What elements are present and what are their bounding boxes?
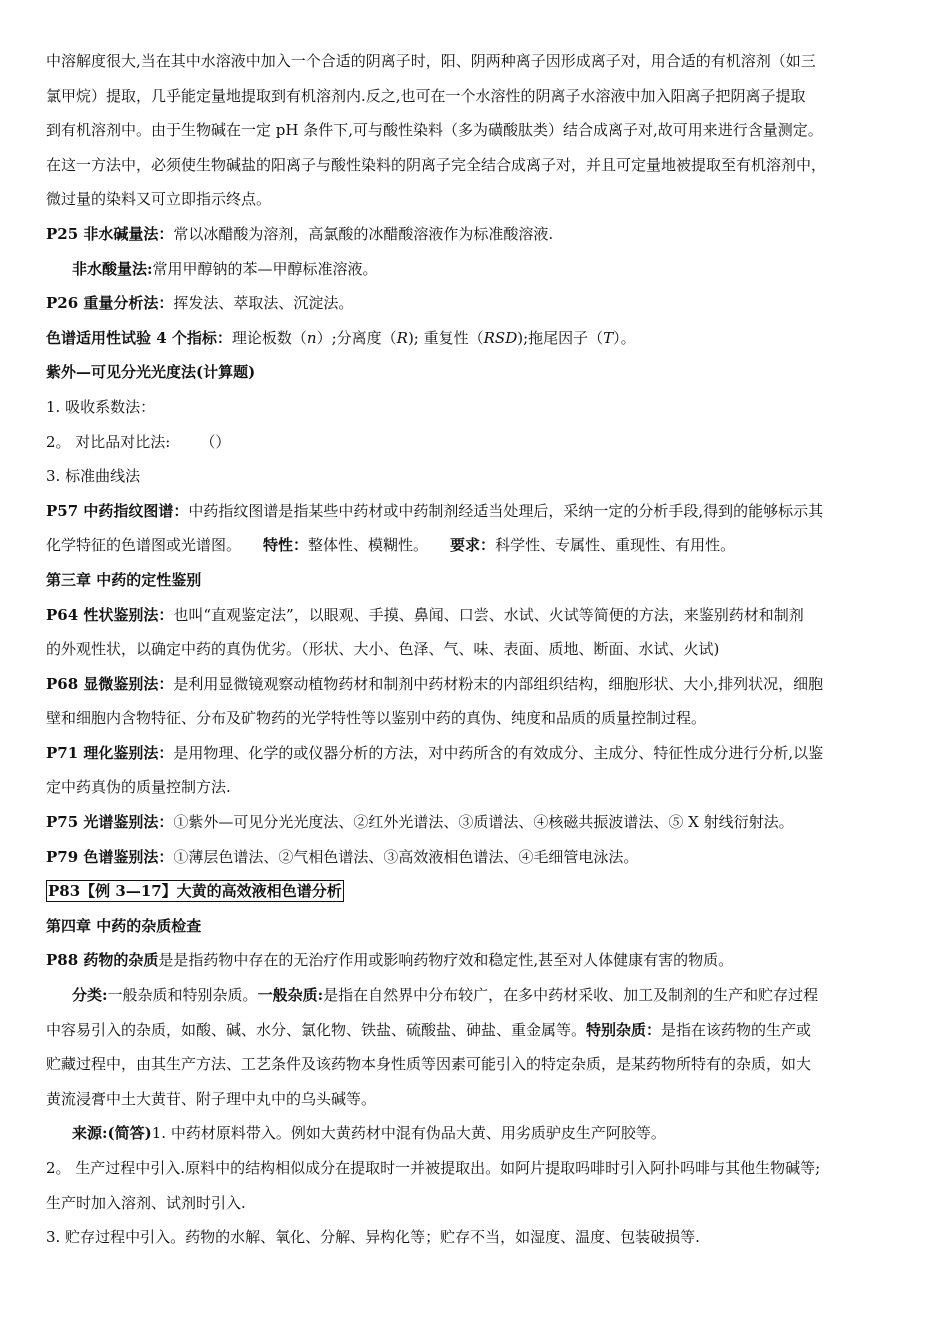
chapter3-title: 第三章 中药的定性鉴别 bbox=[46, 570, 202, 589]
p83-paragraph bbox=[46, 874, 910, 909]
source-line: 2。 生产过程中引入.原料中的结构相似成分在提取时一并被提取出。如阿片提取吗啡时引入阿扑吗啡与其他生物碱等; bbox=[46, 1159, 821, 1177]
uv-item: 1. 吸收系数法： bbox=[46, 397, 156, 416]
chrom-text: ); 重复性（ bbox=[407, 328, 484, 347]
p57-feature-text: 整体性、模糊性。 bbox=[308, 536, 429, 555]
chrom-symbol: n bbox=[306, 328, 317, 347]
p68-line bbox=[46, 667, 910, 702]
p57-line bbox=[46, 528, 910, 563]
uv-item: 3. 标准曲线法 bbox=[46, 467, 141, 486]
chrom-symbol: RSD bbox=[483, 328, 518, 347]
intro-line: 到有机溶剂中。由于生物碱在一定 pH 条件下,可与酸性染料（多为磺酸肽类）结合成离子对,故可用来进行含量测定。 bbox=[46, 121, 823, 140]
intro-line: 在这一方法中，必须使生物碱盐的阳离子与酸性染料的阴离子完全结合成离子对，并且可定量地被提取至有机溶剂中， bbox=[46, 155, 827, 174]
p25-text: 常以冰醋酸为溶剂，高氯酸的冰醋酸溶液作为标准酸溶液. bbox=[173, 224, 554, 243]
chrom-text: ）;分离度（ bbox=[316, 328, 397, 347]
intro-line: 氯甲烷）提取，几乎能定量地提取到有机溶剂内.反之,也可在一个水溶性的阴离子水溶液中加入阳离子把阴离子提取 bbox=[46, 86, 806, 105]
p68-text: 是利用显微镜观察动植物药材和制剂中药材粉末的内部组织结构，细胞形状、大小,排列状况，细胞 bbox=[173, 674, 824, 693]
p88-text: 是是指药物中存在的无治疗作用或影响药物疗效和稳定性,甚至对人体健康有害的物质。 bbox=[158, 951, 734, 970]
chapter-heading bbox=[46, 909, 910, 944]
intro-line: 中溶解度很大,当在其中水溶液中加入一个合适的阴离子时，阳、阴两种离子因形成离子对，用合适的有机溶剂（如三 bbox=[46, 52, 816, 70]
chrom-text: 理论板数（ bbox=[231, 328, 307, 347]
p79-paragraph bbox=[46, 840, 910, 875]
source-line bbox=[46, 1116, 910, 1151]
p75-title: P75 光谱鉴别法： bbox=[46, 813, 174, 832]
classification-text: 一般杂质和特别杂质。 bbox=[107, 986, 258, 1005]
p57-requirement-text: 科学性、专属性、重现性、有用性。 bbox=[495, 536, 736, 555]
p71-text: 是用物理、化学的或仪器分析的方法，对中药所含的有效成分、主成分、特征性成分进行分析,以鉴 bbox=[173, 743, 824, 762]
p57-requirement-title: 要求： bbox=[450, 536, 496, 555]
p75-paragraph bbox=[46, 805, 910, 840]
p26-text: 挥发法、萃取法、沉淀法。 bbox=[173, 294, 354, 313]
chrom-text: );拖尾因子（ bbox=[517, 328, 604, 347]
source-text: 1. 中药材原料带入。例如大黄药材中混有伪品大黄、用劣质驴皮生产阿胶等。 bbox=[151, 1124, 666, 1143]
p57-feature-title: 特性： bbox=[263, 536, 309, 555]
p64-title: P64 性状鉴别法： bbox=[46, 605, 174, 624]
uv-heading bbox=[46, 355, 910, 390]
classification-line: 贮藏过程中，由其生产方法、工艺条件及该药物本身性质等因素可能引入的特定杂质，是某药物所特有的杂质，如大 bbox=[46, 1055, 812, 1074]
chrom-symbol: T bbox=[603, 328, 614, 347]
uv-item-text: 2。 对比品对比法: bbox=[46, 432, 171, 451]
nonaq-acid-title: 非水酸量法: bbox=[72, 259, 153, 278]
classification-title: 分类: bbox=[72, 986, 108, 1005]
p57-text: 化学特征的色谱图或光谱图。 bbox=[46, 536, 242, 555]
nonaq-acid-text: 常用甲醇钠的苯—甲醇标准溶液。 bbox=[152, 259, 378, 278]
p26-title: P26 重量分析法 bbox=[46, 294, 159, 313]
uv-paren: （） bbox=[200, 432, 231, 451]
classification-line bbox=[46, 1013, 910, 1048]
p64-line: 的外观性状，以确定中药的真伪优劣。（形状、大小、色泽、气、味、表面、质地、断面、水试、火试) bbox=[46, 640, 720, 659]
chrom-symbol: R bbox=[396, 328, 408, 347]
classification-line: 黄流浸膏中土大黄苷、附子理中丸中的乌头碱等。 bbox=[46, 1089, 377, 1108]
p57-text: 中药指纹图谱是指某些中药材或中药制剂经适当处理后，采纳一定的分析手段,得到的能够标示其 bbox=[188, 501, 824, 520]
source-title: 来源:(简答) bbox=[72, 1124, 152, 1143]
nonaq-acid-paragraph bbox=[46, 252, 910, 287]
p26-paragraph: P26 重量分析法：挥发法、萃取法、沉淀法。 bbox=[46, 294, 354, 313]
chapter4-title: 第四章 中药的杂质检查 bbox=[46, 916, 202, 935]
p71-line: 定中药真伪的质量控制方法. bbox=[46, 778, 231, 797]
p68-line: 壁和细胞内含物特征、分布及矿物药的光学特性等以鉴别中药的真伪、纯度和品质的质量控制过程。 bbox=[46, 709, 707, 728]
p68-title: P68 显微鉴别法： bbox=[46, 674, 174, 693]
intro-line: 微过量的染料又可立即指示终点。 bbox=[46, 190, 272, 209]
p64-text: 也叫“直观鉴定法”，以眼观、手摸、鼻闻、口尝、水试、火试等简便的方法，来鉴别药材和制剂 bbox=[173, 605, 804, 624]
uv-title: 紫外—可见分光光度法(计算题) bbox=[46, 363, 256, 382]
p71-line bbox=[46, 736, 910, 771]
p88-paragraph bbox=[46, 943, 910, 978]
p57-line bbox=[46, 494, 910, 529]
p25-title: P25 非水碱量法 bbox=[46, 224, 159, 243]
special-impurity-title: 特别杂质： bbox=[586, 1020, 662, 1039]
p57-title: P57 中药指纹图谱： bbox=[46, 501, 189, 520]
source-line: 生产时加入溶剂、试剂时引入. bbox=[46, 1193, 246, 1212]
chrom-suit-paragraph bbox=[46, 321, 910, 356]
uv-item bbox=[46, 425, 910, 460]
classification-text: 中容易引入的杂质，如酸、碱、水分、氯化物、铁盐、硫酸盐、砷盐、重金属等。 bbox=[46, 1020, 587, 1039]
classification-text: 是指在自然界中分布较广，在多中药材采收、加工及制剂的生产和贮存过程 bbox=[323, 986, 819, 1005]
p88-title: P88 药物的杂质 bbox=[46, 951, 159, 970]
p71-title: P71 理化鉴别法： bbox=[46, 743, 174, 762]
p79-text: ①薄层色谱法、②气相色谱法、③高效液相色谱法、④毛细管电泳法。 bbox=[173, 847, 639, 866]
p79-title: P79 色谱鉴别法： bbox=[46, 847, 174, 866]
chapter-heading bbox=[46, 563, 910, 598]
general-impurity-title: 一般杂质: bbox=[257, 986, 324, 1005]
classification-text: 是指在该药物的生产或 bbox=[661, 1020, 812, 1039]
chrom-text: ）。 bbox=[613, 328, 636, 347]
p25-paragraph: P25 非水碱量法：常以冰醋酸为溶剂，高氯酸的冰醋酸溶液作为标准酸溶液. bbox=[46, 224, 554, 243]
p75-text: ①紫外—可见分光光度法、②红外光谱法、③质谱法、④核磁共振波谱法、⑤ X 射线衍射法。 bbox=[173, 813, 794, 832]
p83-boxed-title: P83【例 3—17】大黄的高效液相色谱分析 bbox=[48, 882, 342, 901]
chrom-suit-title: 色谱适用性试验 4 个指标： bbox=[46, 328, 232, 347]
p64-line bbox=[46, 598, 910, 633]
classification-line bbox=[46, 978, 910, 1013]
source-line: 3. 贮存过程中引入。药物的水解、氧化、分解、异构化等；贮存不当，如湿度、温度、包装破损等. bbox=[46, 1228, 700, 1247]
